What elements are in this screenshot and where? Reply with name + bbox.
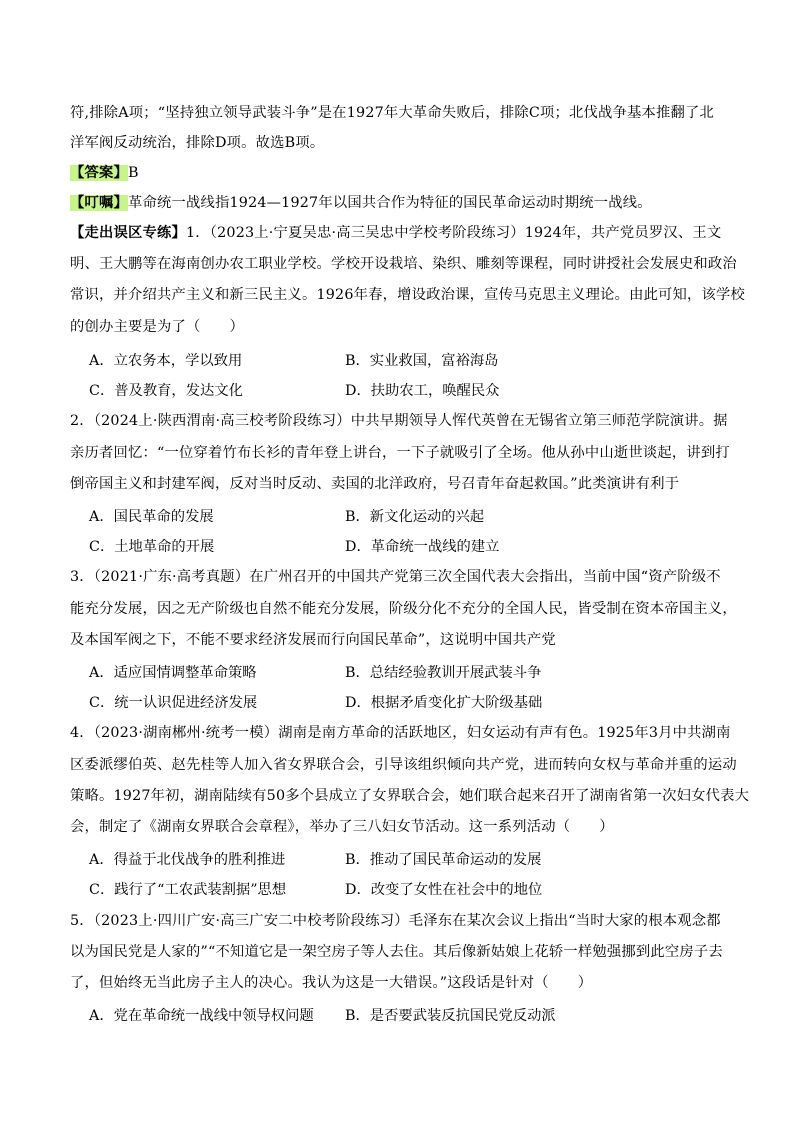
question-4-line-2: 区委派缪伯英、赵先桂等人加入省女界联合会，引导该组织倾向共产党，进而转向女权与革命并重的运动 <box>70 757 737 773</box>
answer-tag: 【答案】 <box>70 165 128 181</box>
q4-option-a: A．得益于北伐战争的胜利推进 <box>89 852 286 868</box>
question-4-line-4: 会，制定了《湖南女界联合会章程》，举办了三八妇女节活动。这一系列活动（ ） <box>70 819 614 835</box>
paragraph-line: 符,排除A项；“坚持独立领导武装斗争”是在1927年大革命失败后，排除C项；北伐战争基本推翻了北 <box>70 105 714 121</box>
q3-option-a: A．适应国情调整革命策略 <box>89 665 257 681</box>
question-text: 1．（2023上·宁夏吴忠·高三吴忠中学校考阶段练习）1924年，共产党员罗汉、王文 <box>185 225 722 241</box>
question-5-line-1: 5．（2023上·四川广安·高三广安二中校考阶段练习）毛泽东在某次会议上指出“当时大家的根本观念都 <box>70 913 721 929</box>
q3-option-c: C．统一认识促进经济发展 <box>89 695 258 711</box>
question-4-line-1: 4．（2023·湖南郴州·统考一模）湖南是南方革命的活跃地区，妇女运动有声有色。1925年3月中共湖南 <box>70 725 731 741</box>
q4-option-c: C．践行了“工农武装割据”思想 <box>89 882 287 898</box>
question-3-line-2: 能充分发展，因之无产阶级也自然不能充分发展，阶级分化不充分的全国人民，皆受制在资本帝国主义， <box>70 601 737 617</box>
q1-option-b: B．实业救国，富裕海岛 <box>345 353 499 369</box>
q4-option-b: B．推动了国民革命运动的发展 <box>345 852 542 868</box>
q2-option-b: B．新文化运动的兴起 <box>345 509 485 525</box>
reminder-line <box>70 193 730 213</box>
answer-line <box>70 163 730 183</box>
q3-option-b: B．总结经验教训开展武装斗争 <box>345 665 542 681</box>
q2-option-a: A．国民革命的发展 <box>89 509 214 525</box>
q5-option-b: B．是否要武装反抗国民党反动派 <box>345 1008 556 1024</box>
question-4-line-3: 策略。1927年初，湖南陆续有50多个县成立了女界联合会，她们联合起来召开了湖南省第一次妇女代表大 <box>70 788 750 804</box>
q1-option-d: D．扶助农工，唤醒民众 <box>345 383 500 399</box>
q5-option-a: A．党在革命统一战线中领导权问题 <box>89 1008 314 1024</box>
question-2-line-3: 倒帝国主义和封建军阀，反对当时反动、卖国的北洋政府，号召青年奋起救国。”此类演讲有利于 <box>70 476 680 492</box>
q1-option-c: C．普及教育，发达文化 <box>89 383 243 399</box>
question-2-line-1: 2．（2024上·陕西渭南·高三校考阶段练习）中共早期领导人恽代英曾在无锡省立第三师范学院演讲。据 <box>70 413 728 429</box>
q1-option-a: A．立农务本，学以致用 <box>89 353 243 369</box>
q2-option-d: D．革命统一战线的建立 <box>345 539 500 555</box>
question-1-line-1 <box>70 223 730 243</box>
question-1-line-3: 常识，并介绍共产主义和新三民主义。1926年春，增设政治课，宣传马克思主义理论。由此可知，该学校 <box>70 287 746 303</box>
q3-option-d: D．根据矛盾变化扩大阶级基础 <box>345 695 543 711</box>
paragraph-line: 洋军阀反动统治，排除D项。故选B项。 <box>70 135 325 151</box>
question-1-line-4: 的创办主要是为了（ ） <box>70 319 244 335</box>
question-1-line-2: 明、王大鹏等在海南创办农工职业学校。学校开设栽培、染织、雕刻等课程，同时讲授社会发展史和政治 <box>70 256 737 272</box>
answer-value: B <box>128 165 139 181</box>
reminder-text: 革命统一战线指1924—1927年以国共合作为特征的国民革命运动时期统一战线。 <box>128 195 652 211</box>
section-tag: 【走出误区专练】 <box>70 225 186 241</box>
q4-option-d: D．改变了女性在社会中的地位 <box>345 882 543 898</box>
question-5-line-2: 以为国民党是人家的”“不知道它是一架空房子等人去住。其后像新姑娘上花轿一样勉强挪到此空房子去 <box>70 944 723 960</box>
question-2-line-2: 亲历者回忆：“一位穿着竹布长衫的青年登上讲台，一下子就吸引了全场。他从孙中山逝世谈起，讲到打 <box>70 445 730 461</box>
question-5-line-3: 了，但始终无当此房子主人的决心。我认为这是一大错误。”这段话是针对（ ） <box>70 975 593 991</box>
q2-option-c: C．土地革命的开展 <box>89 539 215 555</box>
reminder-tag: 【叮嘱】 <box>70 195 128 211</box>
question-3-line-3: 及本国军阀之下，不能不要求经济发展而行向国民革命”，这说明中国共产党 <box>70 632 556 648</box>
question-3-line-1: 3．（2021·广东·高考真题）在广州召开的中国共产党第三次全国代表大会指出，当前中国“资产阶级不 <box>70 569 721 585</box>
